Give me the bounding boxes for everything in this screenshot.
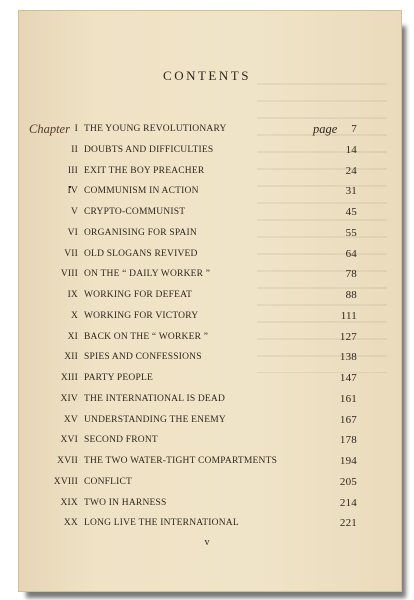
chapter-label: Chapter <box>29 122 70 136</box>
chapter-title: LONG LIVE THE INTERNATIONAL <box>84 518 239 529</box>
chapter-title: THE INTERNATIONAL IS DEAD <box>84 393 226 404</box>
page-number: 138 <box>339 351 357 364</box>
page-number: 178 <box>339 434 357 447</box>
page-number: 214 <box>339 496 357 509</box>
page-label: page <box>313 122 338 136</box>
chapter-number: V <box>70 207 78 217</box>
contents-heading: CONTENTS <box>163 68 251 83</box>
toc-entry <box>0 164 414 182</box>
chapter-title: THE YOUNG REVOLUTIONARY <box>84 124 227 134</box>
chapter-number: I <box>74 124 78 134</box>
chapter-number: XIV <box>60 393 78 404</box>
page-folio: v <box>204 537 210 548</box>
chapter-title: WORKING FOR VICTORY <box>84 310 199 321</box>
show-through-text <box>257 73 387 373</box>
chapter-number: XII <box>64 352 78 363</box>
chapter-number: IV <box>67 186 78 197</box>
chapter-title: UNDERSTANDING THE ENEMY <box>84 414 226 425</box>
page-number: 205 <box>339 475 357 488</box>
toc-entry <box>0 330 414 348</box>
chapter-number: X <box>70 310 78 321</box>
page-number: 55 <box>345 226 357 239</box>
page-number: 88 <box>345 289 357 301</box>
page-number: 7 <box>351 123 357 135</box>
page-number: 221 <box>339 517 357 530</box>
toc-entry <box>0 475 414 493</box>
toc-entry <box>0 516 414 534</box>
chapter-title: SPIES AND CONFESSIONS <box>84 352 202 363</box>
chapter-title: THE TWO WATER-TIGHT COMPARTMENTS <box>84 456 278 466</box>
page-number: 78 <box>345 268 357 281</box>
toc-entry <box>0 433 414 451</box>
toc-entry <box>0 496 414 514</box>
page-number: 127 <box>339 330 357 343</box>
toc-entry <box>0 309 414 327</box>
chapter-number: VI <box>67 227 78 238</box>
chapter-number: XVI <box>60 435 78 446</box>
page-number: 147 <box>339 372 357 384</box>
toc-entry <box>0 371 414 389</box>
toc-entry <box>0 454 414 472</box>
chapter-title: ON THE “ DAILY WORKER ” <box>84 269 211 280</box>
toc-entry <box>0 226 414 244</box>
page-number: 14 <box>345 143 357 156</box>
chapter-number: XIX <box>60 497 78 508</box>
chapter-number: XIII <box>60 373 78 383</box>
toc-entry <box>0 122 414 140</box>
chapter-title: OLD SLOGANS REVIVED <box>84 248 198 259</box>
chapter-number: XX <box>63 518 78 529</box>
chapter-title: COMMUNISM IN ACTION <box>84 186 199 197</box>
chapter-title: WORKING FOR DEFEAT <box>84 290 193 300</box>
chapter-number: XVII <box>57 456 78 466</box>
toc-entry <box>0 205 414 223</box>
chapter-title: CONFLICT <box>84 476 133 487</box>
toc-entry <box>0 267 414 285</box>
page-number: 167 <box>339 413 357 426</box>
chapter-title: ORGANISING FOR SPAIN <box>84 227 197 238</box>
chapter-number: XI <box>67 331 78 342</box>
toc-entry <box>0 247 414 265</box>
toc-entry <box>0 288 414 306</box>
chapter-title: DOUBTS AND DIFFICULTIES <box>84 144 214 155</box>
page-number: 64 <box>345 247 357 260</box>
page-number: 31 <box>345 185 357 198</box>
chapter-title: BACK ON THE “ WORKER ” <box>84 331 209 342</box>
page-number: 45 <box>345 206 357 218</box>
page-number: 194 <box>339 455 357 467</box>
chapter-number: VII <box>64 248 78 259</box>
toc-entry <box>0 184 414 202</box>
page-number: 111 <box>340 309 357 322</box>
toc-entry <box>0 350 414 368</box>
toc-entry <box>0 413 414 431</box>
page-number: 24 <box>345 164 357 177</box>
chapter-number: XVIII <box>53 476 78 487</box>
chapter-number: III <box>67 165 78 176</box>
chapter-title: SECOND FRONT <box>84 435 158 446</box>
chapter-title: PARTY PEOPLE <box>84 373 153 383</box>
chapter-number: XV <box>63 414 78 425</box>
toc-entry <box>0 143 414 161</box>
chapter-title: TWO IN HARNESS <box>84 497 167 508</box>
chapter-number: II <box>71 144 78 155</box>
chapter-title: CRYPTO-COMMUNIST <box>84 207 186 217</box>
chapter-number: IX <box>67 290 78 300</box>
chapter-title: EXIT THE BOY PREACHER <box>84 165 205 176</box>
toc-entry <box>0 392 414 410</box>
chapter-number: VIII <box>60 269 78 280</box>
page-number: 161 <box>339 392 357 405</box>
